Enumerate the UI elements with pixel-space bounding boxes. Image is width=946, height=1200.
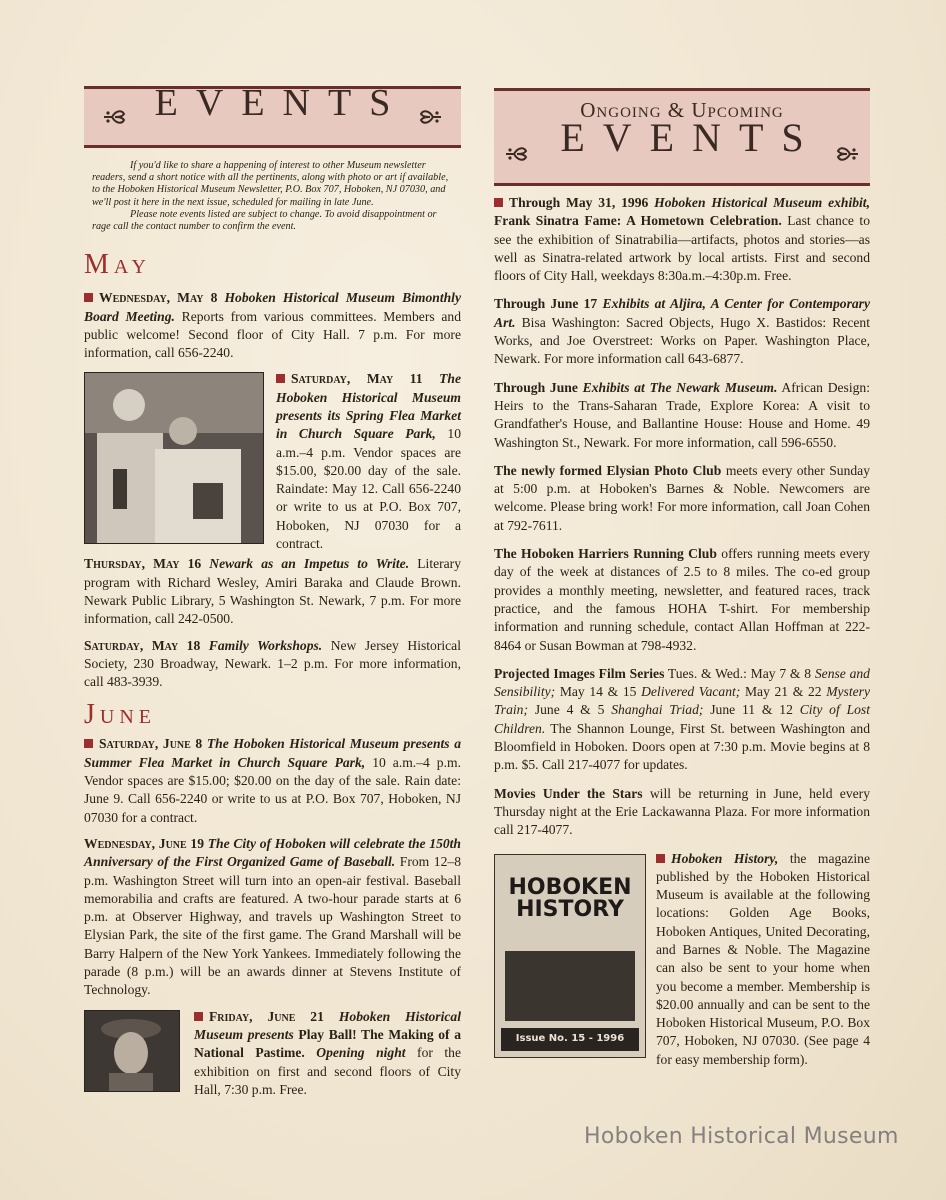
event-title: Opening night bbox=[316, 1045, 406, 1061]
events-title: EVENTS bbox=[154, 82, 409, 124]
event-body: Literary program with Richard Wesley, Amiri Baraka and Claude Brown. Newark Public Library, 5 Washington St. Newark, 7 p.m. For more information, call 242-0500. bbox=[84, 556, 462, 627]
intro-paragraph: If you'd like to share a happening of interest to other Museum newsletter readers, send a short notice with all the pertinents, along with photo or art if available, to the Hoboken Historical Museum Newsletter, P.O. Box 707, Hoboken, NJ 07030, and we'll post it here in the next issue, scheduled for mailing in late June. bbox=[92, 160, 449, 208]
event-title: Movies Under the Stars bbox=[494, 785, 643, 801]
film-title: Delivered Vacant; bbox=[641, 684, 741, 700]
magazine-issue: Issue No. 15 - 1996 bbox=[501, 1028, 639, 1050]
ongoing-entry bbox=[494, 295, 870, 368]
event-entry bbox=[84, 555, 461, 628]
event-body: 10 a.m.–4 p.m. Vendor spaces are $15.00; $20.00 on the day of the sale. Rain date: June 9. Call 656-2240 or write to us at P.O. Box 707, Hoboken, NJ 07030 for a contract. bbox=[84, 754, 461, 825]
event-date: Thursday, May 16 bbox=[84, 556, 202, 572]
magazine-cover-photo bbox=[505, 951, 635, 1021]
flea-market-photo bbox=[84, 372, 264, 544]
event-body: The Shannon Lounge, First St. between Washington and Bloomfield in Hoboken. Doors open at 7:30 p.m. Movie begins at 8 p.m. $5. Call 217-4077 for updates. bbox=[494, 720, 870, 773]
event-entry bbox=[84, 370, 461, 553]
intro-paragraph: Please note events listed are subject to change. To avoid disappointment or rage call the contact number to confirm the event. bbox=[92, 208, 437, 233]
events-banner bbox=[84, 82, 461, 148]
event-body: will be returning in June, held every Thursday night at the Erie Lackawanna Plaza. For more information call 217-4077. bbox=[494, 785, 870, 838]
event-body: Last chance to see the exhibition of Sinatrabilia—artifacts, photos and stories—as well as Sinatra-related artwork by local artists. First and second floors of City Hall, weekdays 8:30a.m.–4:30p.m. Free. bbox=[494, 213, 870, 284]
event-body: May 21 & 22 bbox=[744, 684, 822, 700]
month-heading-may: May bbox=[84, 249, 151, 281]
event-entry bbox=[84, 735, 461, 826]
ongoing-entry bbox=[494, 785, 870, 840]
film-title: Shanghai Triad; bbox=[611, 702, 704, 718]
month-heading-june: June bbox=[84, 699, 156, 731]
event-body: offers running meets every day of the week at distances of 2.5 to 8 miles. The co-ed group provides a monthly meeting, newsletter, and featured races, track practice, and the famous HOHA T-shirt. For membership information and running schedule, contact Allan Hoffman at 222-8464 or Susan Bowman at 798-4932. bbox=[494, 546, 870, 653]
watermark: Hoboken Historical Museum bbox=[584, 1124, 899, 1149]
event-title: Exhibits at Aljira, A Center for Contemporary Art. bbox=[494, 296, 870, 330]
ongoing-entry bbox=[494, 850, 870, 1070]
event-date: Through June 17 bbox=[494, 296, 598, 312]
fleuron-ornament-icon bbox=[834, 141, 860, 167]
event-body: Tues. & Wed.: May 7 & 8 bbox=[667, 665, 812, 681]
event-title: Hoboken Historical Museum Bimonthly Board Meeting. bbox=[84, 290, 461, 324]
ongoing-entry bbox=[494, 462, 870, 535]
fleuron-ornament-icon bbox=[417, 104, 443, 130]
event-entry bbox=[84, 835, 461, 1000]
event-title: Play Ball! The Making of a National Pastime. bbox=[194, 1026, 461, 1061]
ongoing-events-column bbox=[494, 88, 870, 1069]
ongoing-entry bbox=[494, 379, 870, 452]
film-title: Sense and Sensibility; bbox=[494, 665, 870, 700]
event-body: for the exhibition on first and second floors of City Hall, 7:30 p.m. Free. bbox=[194, 1045, 461, 1097]
event-date: Through June bbox=[494, 379, 578, 395]
events-column bbox=[84, 82, 462, 1099]
event-title: The newly formed Elysian Photo Club bbox=[494, 462, 722, 478]
event-date: Saturday, June 8 bbox=[99, 736, 203, 752]
event-title: Exhibits at The Newark Museum. bbox=[582, 379, 778, 395]
event-title: The City of Hoboken will celebrate the 150th Anniversary of the First Organized Game of Baseball. bbox=[84, 835, 461, 870]
event-title: Projected Images Film Series bbox=[494, 665, 665, 681]
event-title: Hoboken Historical Museum exhibit, bbox=[654, 195, 870, 210]
bullet-square-icon bbox=[656, 854, 665, 863]
bullet-square-icon bbox=[494, 198, 503, 207]
event-entry bbox=[84, 1008, 461, 1099]
event-date: Friday, June 21 bbox=[209, 1008, 324, 1024]
magazine-title: HOBOKEN HISTORY bbox=[508, 874, 632, 922]
event-body: From 12–8 p.m. Washington Street will turn into an open-air festival. Baseball memorabilia and crafts are featured. A two-hour parade starts at 6 p.m. at Observer Highway, and travels up Washington Street to Elysian Park, the site of the first game. The Grand Marshall will be Barry Halpern of the New York Yankees. Immediately following the parade (8 p.m.) will be an awards dinner at Stevens Institute of Technology. bbox=[84, 854, 461, 998]
bullet-square-icon bbox=[84, 739, 93, 748]
ongoing-entry bbox=[494, 194, 870, 285]
event-date: Wednesday, June 19 bbox=[84, 835, 205, 851]
bullet-square-icon bbox=[276, 374, 285, 383]
event-title: Hoboken Historical Museum presents bbox=[194, 1008, 461, 1042]
bullet-square-icon bbox=[194, 1012, 203, 1021]
event-body: Reports from various committees. Members and public welcome! Second floor of City Hall. 7 p.m. For more information, call 656-2240. bbox=[84, 308, 461, 361]
film-title: City of Lost Children. bbox=[494, 702, 870, 736]
event-body: New Jersey Historical Society, 230 Broadway, Newark. 1–2 p.m. For more information, call 483-3939. bbox=[84, 637, 461, 690]
event-body: June 11 & 12 bbox=[710, 702, 793, 718]
event-date: Saturday, May 11 bbox=[291, 371, 423, 387]
event-date: Through May 31, 1996 bbox=[509, 195, 649, 210]
event-body: the magazine published by the Hoboken Historical Museum is available at the following locations: Golden Age Books, Hoboken Antiques, United Decorating, and Barnes & Noble. The Magazine can also be sent to your home when you become a member. Membership is $20.00 annually and can be sent to the Hoboken Historical Museum, P.O. Box 707, Hoboken, NJ 07030. (See page 4 for easy membership form). bbox=[656, 850, 871, 1067]
event-entry bbox=[84, 637, 461, 692]
intro-note bbox=[92, 160, 453, 233]
event-title: The Hoboken Historical Museum presents its Spring Flea Market in Church Square Park, bbox=[276, 371, 461, 442]
ongoing-subtitle: Ongoing & Upcoming bbox=[580, 98, 784, 122]
event-date: Saturday, May 18 bbox=[84, 637, 201, 653]
event-title: Hoboken History, bbox=[671, 850, 779, 866]
event-body: Bisa Washington: Sacred Objects, Hugo X. Bastidos: Recent Works, and Joe Overstreet: Works on Paper. Washington Place, Newark. For more information call 643-6877. bbox=[494, 314, 870, 367]
ongoing-entry bbox=[494, 665, 870, 775]
event-body: 10 a.m.–4 p.m. Vendor spaces are $15.00, $20.00 day of the sale. Raindate: May 12. Call 656-2240 or write to us at P.O. Box 707, Hoboken, NJ 07030 for a contract. bbox=[276, 426, 461, 552]
event-body: meets every other Sunday at 5:00 p.m. at Hoboken's Barnes & Noble. Newcomers are welcome. Please bring work! For more information, call Joan Cohen at 792-7611. bbox=[494, 462, 870, 533]
ongoing-entry bbox=[494, 545, 870, 655]
event-title: The Hoboken Historical Museum presents a Summer Flea Market in Church Square Park, bbox=[84, 736, 461, 770]
event-title: Newark as an Impetus to Write. bbox=[209, 556, 410, 572]
event-date: Wednesday, May 8 bbox=[99, 290, 218, 306]
event-title: Family Workshops. bbox=[208, 637, 323, 653]
ongoing-title: EVENTS bbox=[560, 115, 822, 160]
event-title: The Hoboken Harriers Running Club bbox=[494, 546, 717, 562]
ongoing-banner bbox=[494, 88, 870, 186]
event-body: June 4 & 5 bbox=[534, 702, 605, 718]
magazine-cover bbox=[494, 854, 646, 1058]
event-body: African Design: Heirs to the Trans-Saharan Trade, Explore Korea: A visit to Grandfather's House, and Ballantine House: House and Home. 49 Washington St., Newark. For more information, call 596-6550. bbox=[494, 379, 870, 450]
event-title: Frank Sinatra Fame: A Hometown Celebration. bbox=[494, 213, 782, 229]
event-body: May 14 & 15 bbox=[559, 684, 637, 700]
event-entry bbox=[84, 289, 461, 362]
portrait-photo bbox=[84, 1010, 180, 1092]
bullet-square-icon bbox=[84, 293, 93, 302]
film-title: Mystery Train; bbox=[494, 684, 870, 718]
